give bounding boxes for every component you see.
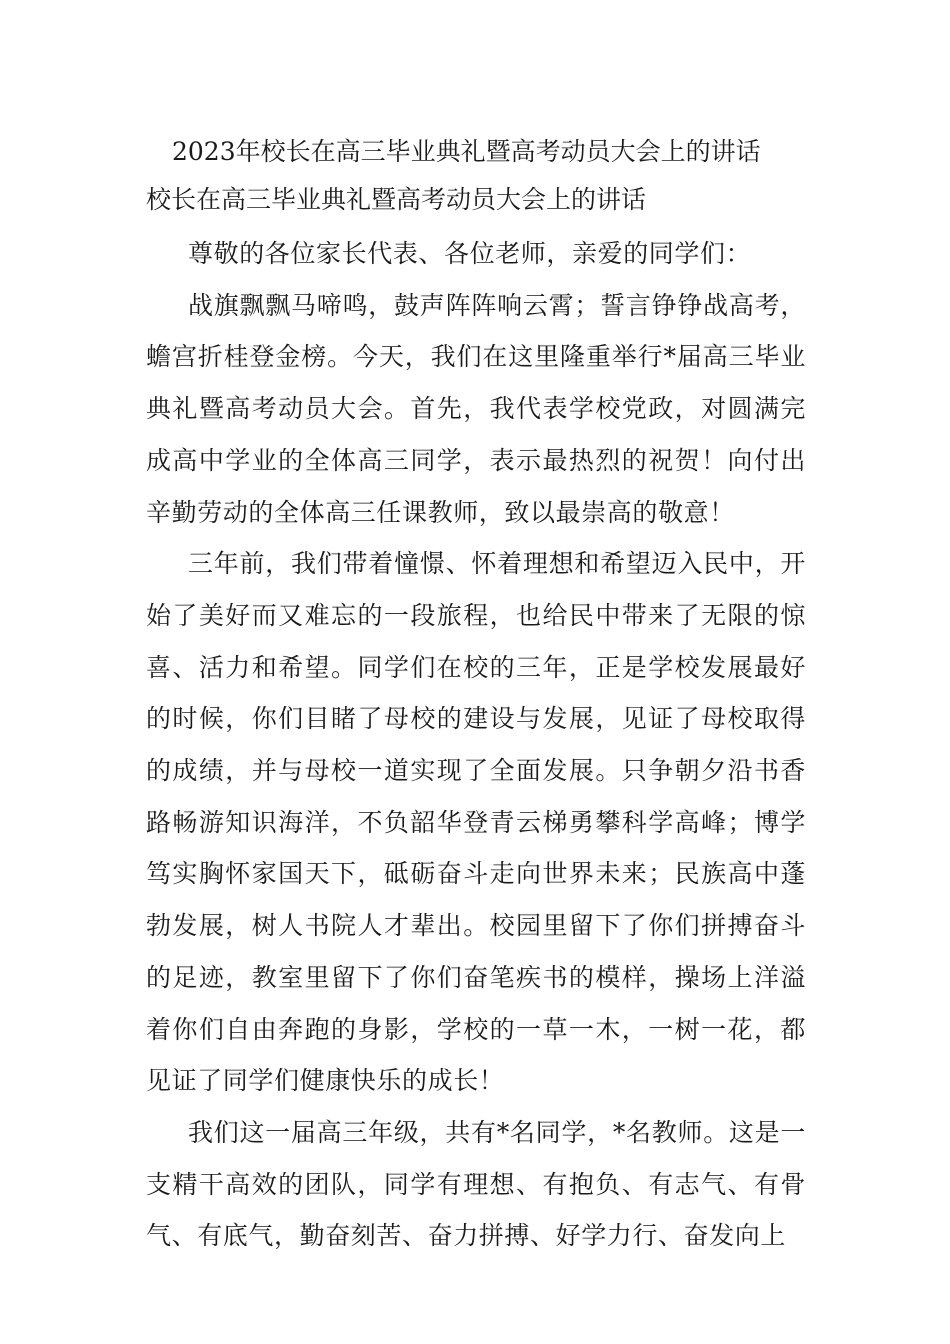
document-subtitle: 校长在高三毕业典礼暨高考动员大会上的讲话 [146,185,647,214]
body-paragraph-3: 我们这一届高三年级，共有*名同学，*名教师。这是一支精干高效的团队，同学有理想、有抱负、有志气、有骨气、有底气，勤奋刻苦、奋力拼搏、好学力行、奋发向上 [146,1117,806,1251]
body-paragraph-2: 三年前，我们带着憧憬、怀着理想和希望迈入民中，开始了美好而又难忘的一段旅程，也给民中带来了无限的惊喜、活力和希望。同学们在校的三年，正是学校发展最好的时候，你们目睹了母校的建设与发展，见证了母校取得的成绩，并与母校一道实现了全面发展。只争朝夕沿书香路畅游知识海洋，不负韶华登青云梯勇攀科学高峰；博学笃实胸怀家国天下，砥砺奋斗走向世界未来；民族高中蓬勃发展，树人书院人才辈出。校园里留下了你们拼搏奋斗的足迹，教室里留下了你们奋笔疾书的模样，操场上洋溢着你们自由奔跑的身影，学校的一草一木，一树一花，都见证了同学们健康快乐的成长！ [146,549,806,1096]
salutation-paragraph: 尊敬的各位家长代表、各位老师，亲爱的同学们： [188,239,752,268]
document-page [146,128,806,1262]
body-paragraph-1: 战旗飘飘马啼鸣，鼓声阵阵响云霄；誓言铮铮战高考，蟾宫折桂登金榜。今天，我们在这里隆重举行*届高三毕业典礼暨高考动员大会。首先，我代表学校党政，对圆满完成高中学业的全体高三同学，表示最热烈的祝贺！向付出辛勤劳动的全体高三任课教师，致以最崇高的敬意！ [146,290,806,527]
document-title: 2023年校长在高三毕业典礼暨高考动员大会上的讲话 [172,137,761,166]
